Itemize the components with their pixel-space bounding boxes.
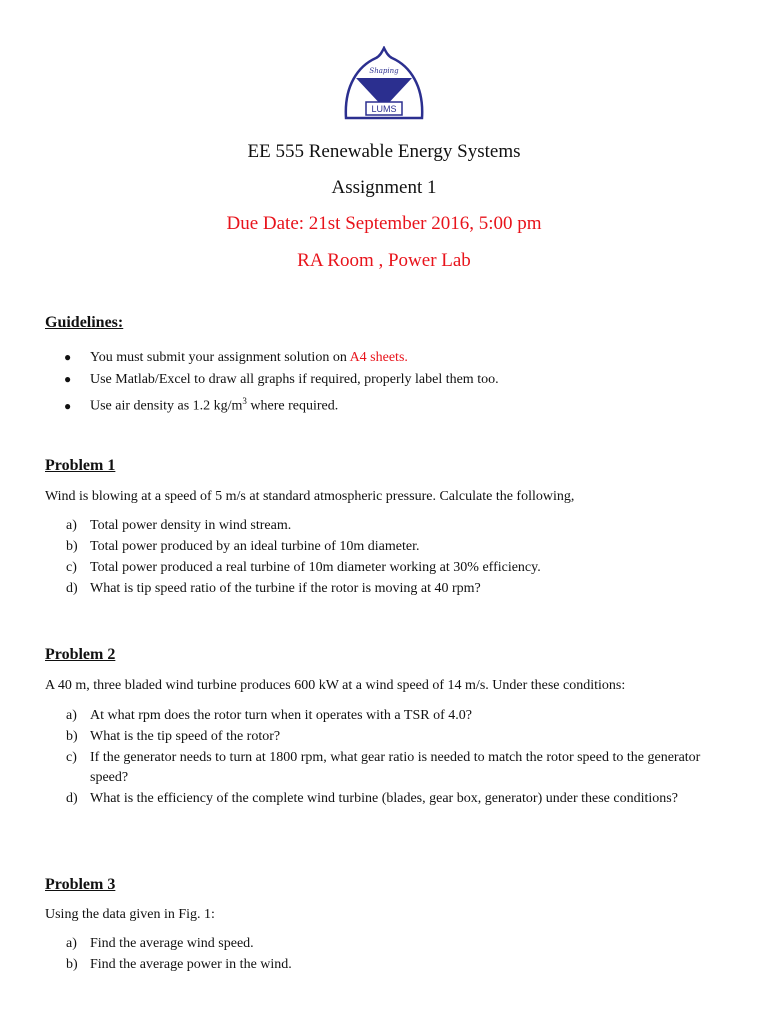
guideline-item: ● You must submit your assignment solution on A4 sheets. (64, 350, 408, 365)
svg-text:Shaping: Shaping (369, 67, 399, 75)
problem-1-intro: Wind is blowing at a speed of 5 m/s at standard atmospheric pressure. Calculate the following, (45, 489, 575, 504)
problem-1-item: b) Total power produced by an ideal turbine of 10m diameter. (66, 539, 420, 554)
problem-1-item: d) What is tip speed ratio of the turbine if the rotor is moving at 40 rpm? (66, 581, 481, 596)
assignment-title: Assignment 1 (331, 177, 437, 198)
problem-2-intro: A 40 m, three bladed wind turbine produces 600 kW at a wind speed of 14 m/s. Under these conditions: (45, 678, 626, 693)
problem-3-list (66, 934, 710, 976)
problem-1-list (66, 516, 710, 600)
problem-2-item: d) What is the efficiency of the complete wind turbine (blades, gear box, generator) under these conditions? (66, 791, 678, 806)
due-date: Due Date: 21st September 2016, 5:00 pm (226, 213, 542, 234)
problem-2-item: b) What is the tip speed of the rotor? (66, 729, 281, 744)
guidelines-list (64, 346, 499, 412)
problem-3-item: b) Find the average power in the wind. (66, 957, 292, 972)
guideline-item: ● Use air density as 1.2 $kg/m^3$ where required. (64, 396, 339, 414)
problem-3-heading: Problem 3 (45, 876, 116, 893)
problem-1-heading: Problem 1 (45, 457, 116, 474)
submission-location: RA Room , Power Lab (297, 250, 471, 271)
problem-2-list (66, 706, 710, 810)
course-title: EE 555 Renewable Energy Systems (247, 141, 521, 162)
problem-3-intro: Using the data given in Fig. 1: (45, 907, 215, 922)
problem-2-item: c) If the generator needs to turn at 1800 rpm, what gear ratio is needed to match the rotor speed to the generator speed? (66, 750, 701, 785)
guidelines-heading: Guidelines: (45, 314, 124, 331)
lums-logo (338, 46, 430, 122)
svg-text:LUMS: LUMS (371, 104, 397, 114)
problem-2-heading: Problem 2 (45, 646, 116, 663)
guideline-item: ● Use Matlab/Excel to draw all graphs if required, properly label them too. (64, 372, 499, 387)
problem-1-item: a) Total power density in wind stream. (66, 518, 292, 533)
problem-2-item: a) At what rpm does the rotor turn when it operates with a TSR of 4.0? (66, 708, 472, 723)
problem-3-item: a) Find the average wind speed. (66, 936, 254, 951)
problem-1-item: c) Total power produced a real turbine of 10m diameter working at 30% efficiency. (66, 560, 541, 575)
